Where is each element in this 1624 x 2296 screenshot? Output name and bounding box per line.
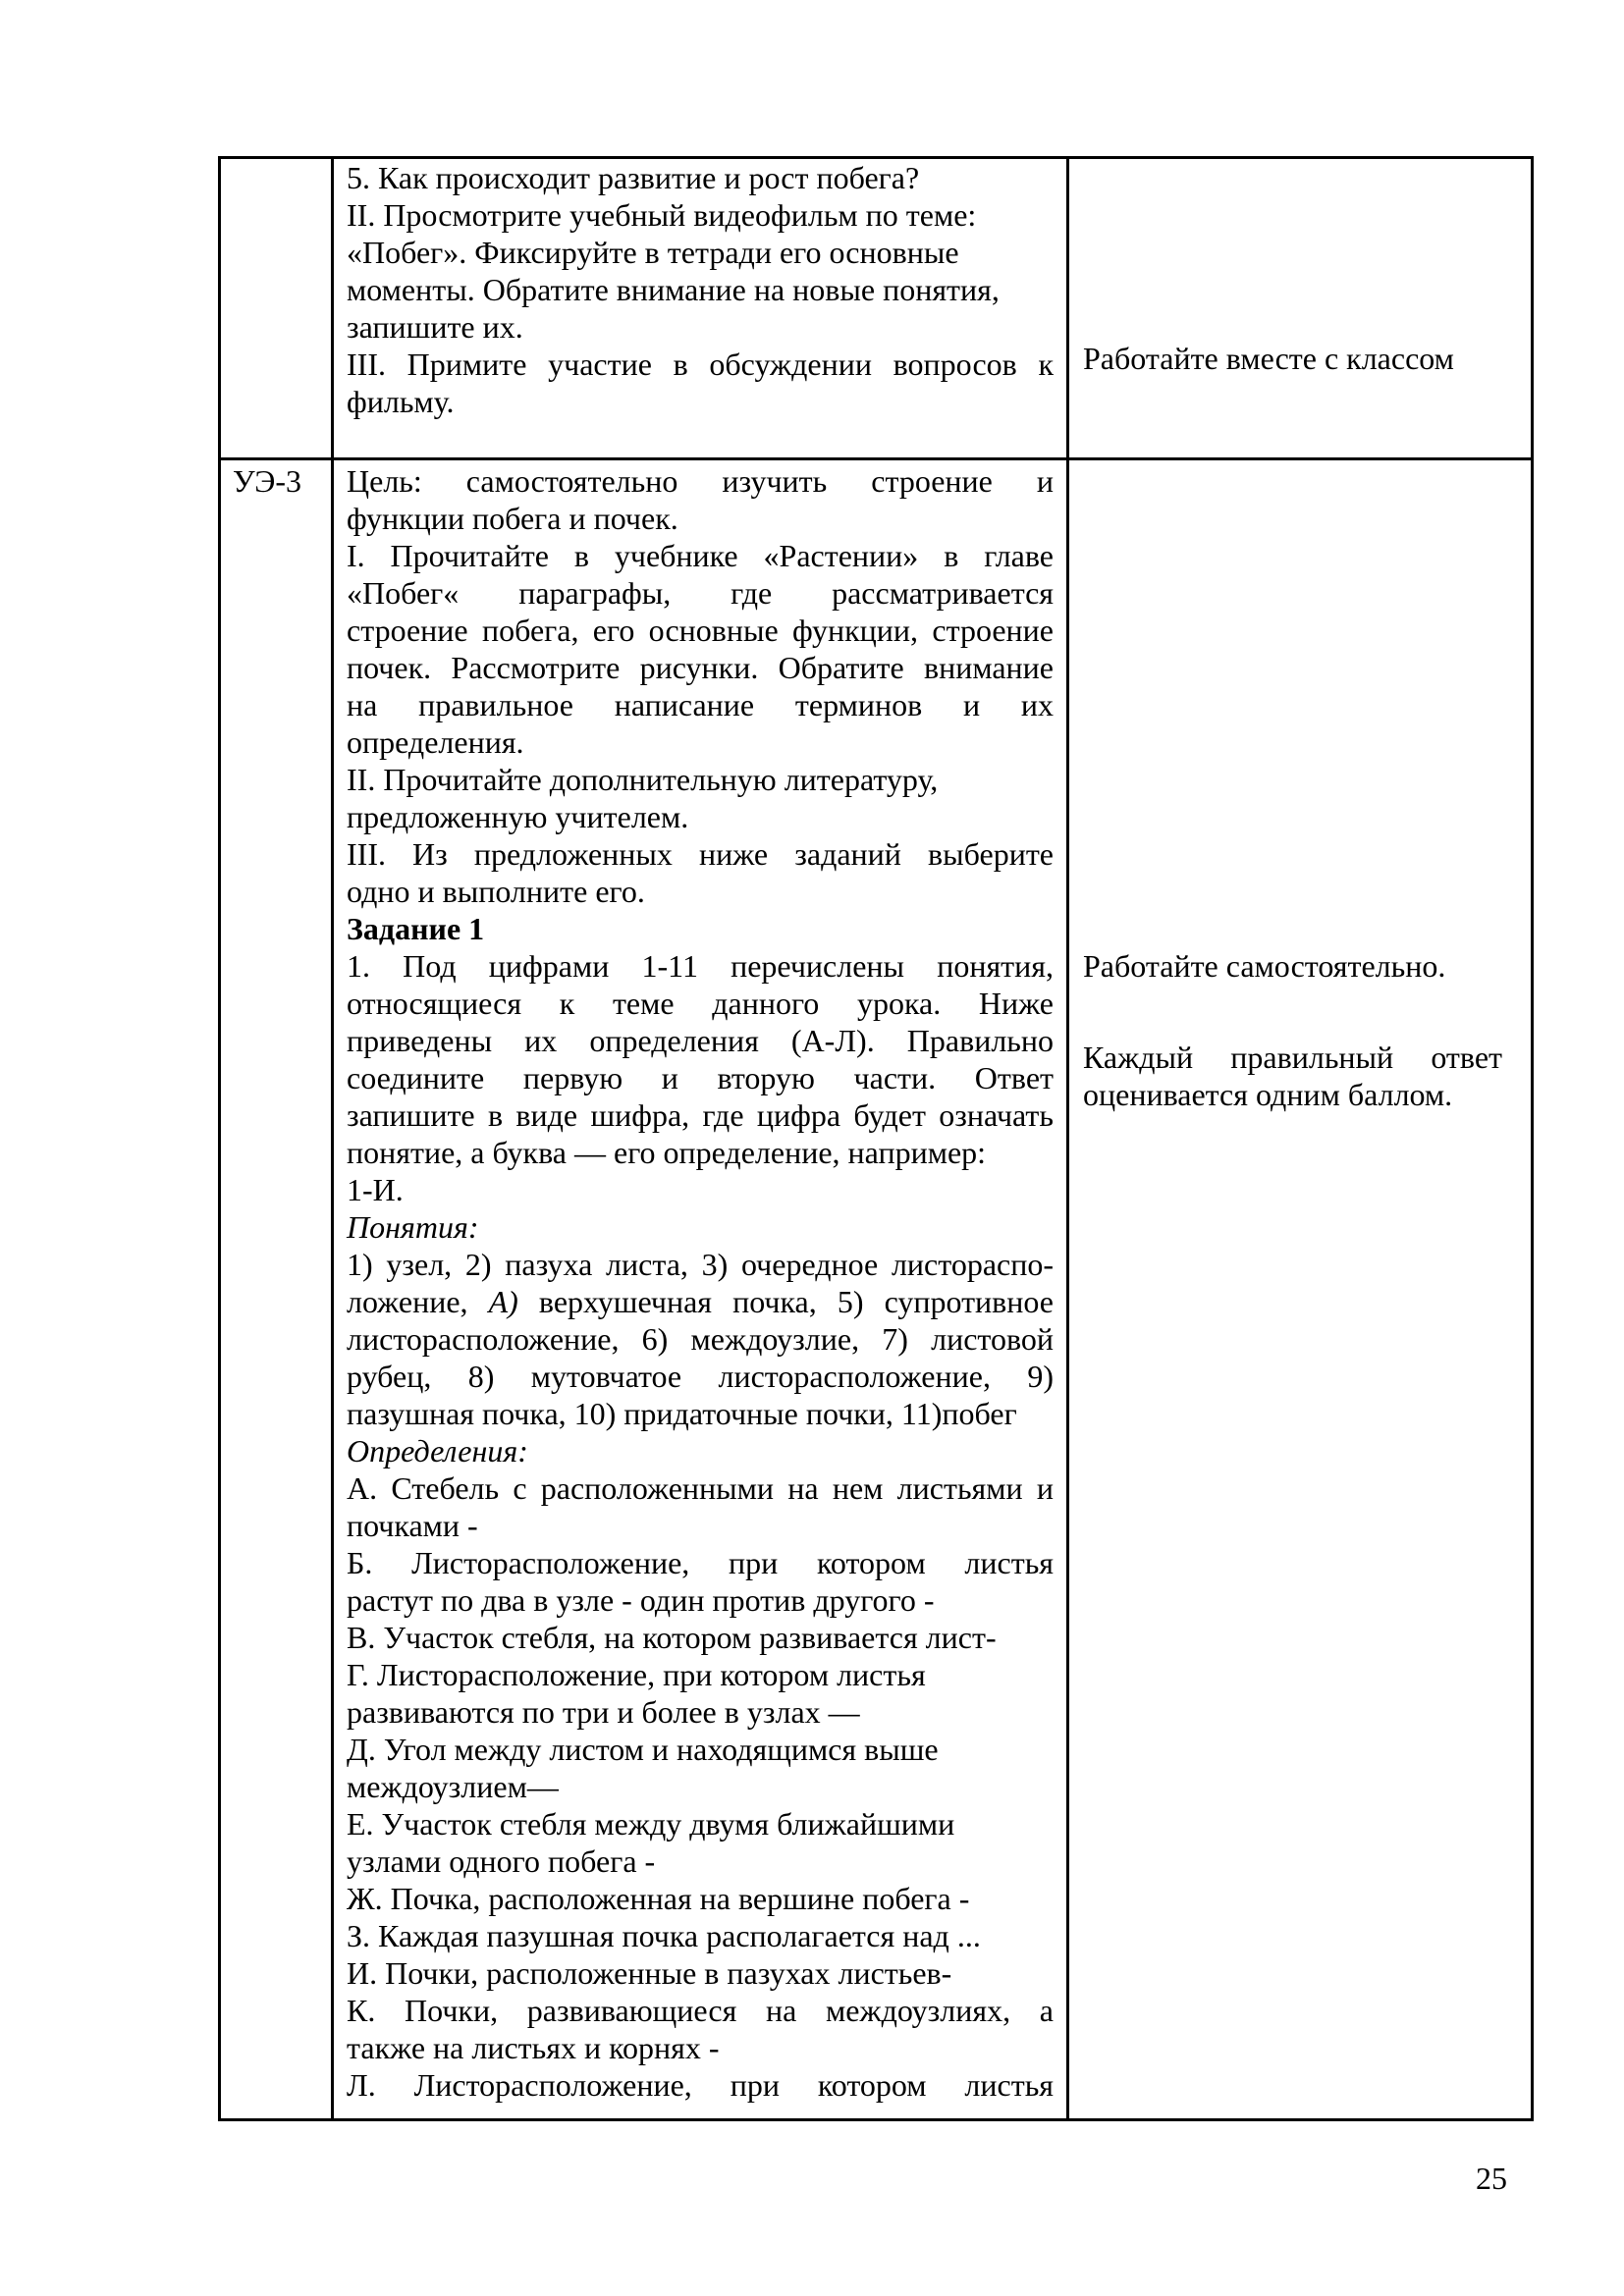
text-line: В. Участок стебля, на котором развивается лист- [347,1620,997,1655]
text-line: развиваются по три и более в узлах — [347,1694,860,1730]
text-line: понятие, а буква — его определение, например: [347,1135,987,1170]
text-line: 5. Как происходит развитие и рост побега? [347,160,920,195]
text-line: 1-И. [347,1172,404,1207]
text-line: А. Стебель с расположенными на нем листьями и [347,1470,1054,1506]
text-line: Цель: самостоятельно изучить строение и [347,463,1054,499]
text-line: предложенную учителем. [347,799,689,834]
text-line: I. Прочитайте в учебнике «Растении» в главе [347,538,1054,573]
text-line: оценивается одним баллом. [1083,1077,1453,1112]
text-line: Г. Листорасположение, при котором листья [347,1657,926,1692]
text-line: Б. Листорасположение, при котором листья [347,1545,1054,1580]
text-line: «Побег». Фиксируйте в тетради его основные [347,235,959,270]
text-line: 1) узел, 2) пазуха листа, 3) очередное листораспо- [347,1247,1054,1282]
text-line: растут по два в узле - один против другого - [347,1582,935,1618]
text-line: на правильное написание терминов и их [347,687,1054,722]
text-line: узлами одного побега - [347,1843,656,1879]
text-line: листорасположение, 6) междоузлие, 7) листовой [347,1321,1054,1357]
text-line: междоузлием— [347,1769,559,1804]
text-line: III. Примите участие в обсуждении вопросов к [347,347,1054,382]
text-line: II. Просмотрите учебный видеофильм по теме: [347,197,977,233]
ue-label-cell-row1 [221,159,334,460]
text-line: почками - [347,1508,478,1543]
guidance-cell-row2 [1069,460,1531,2118]
text-line: И. Почки, расположенные в пазухах листьев- [347,1955,952,1991]
guidance-cell-row1 [1069,159,1531,460]
text-line: Ж. Почка, расположенная на вершине побега - [347,1881,970,1916]
text-line: З. Каждая пазушная почка располагается над ... [347,1918,981,1953]
text-run: А) [488,1284,518,1319]
text-line: строение побега, его основные функции, строение [347,613,1054,648]
text-line: К. Почки, развивающиеся на междоузлиях, а [347,1993,1054,2028]
text-line [347,1283,1054,1320]
text-line: 1. Под цифрами 1-11 перечислены понятия, [347,948,1054,984]
ue-label-cell-row2: УЭ-3 [221,460,334,2118]
text-line: Е. Участок стебля между двумя ближайшими [347,1806,955,1842]
text-line: моменты. Обратите внимание на новые понятия, [347,272,1000,307]
text-line: относящиеся к теме данного урока. Ниже [347,986,1054,1021]
text-line: функции побега и почек. [347,501,678,536]
text-line: запишите их. [347,309,523,345]
text-line: запишите в виде шифра, где цифра будет означать [347,1097,1054,1133]
content-cell-row2 [334,460,1069,2118]
text-line [1083,985,1502,1039]
text-line: одно и выполните его. [347,874,645,909]
text-line: Д. Угол между листом и находящимся выше [347,1732,939,1767]
text-line: Работайте самостоятельно. [1083,948,1446,984]
text-line: почек. Рассмотрите рисунки. Обратите внимание [347,650,1054,685]
text-line: определения. [347,724,524,760]
text-line: пазушная почка, 10) придаточные почки, 11)побег [347,1396,1017,1431]
page-number: 25 [1476,2161,1507,2196]
content-cell-row1 [334,159,1069,460]
text-line: Определения: [347,1433,528,1468]
text-line: Работайте вместе с классом [1083,341,1454,376]
text-line: Л. Листорасположение, при котором листья [347,2067,1054,2103]
text-line: приведены их определения (А-Л). Правильно [347,1023,1054,1058]
text-line: «Побег« параграфы, где рассматривается [347,575,1054,611]
text-line: соедините первую и вторую части. Ответ [347,1060,1054,1095]
text-run: верхушечная почка, 5) супротивное [517,1284,1055,1319]
text-line: фильму. [347,384,455,419]
text-line: Каждый правильный ответ [1083,1040,1502,1075]
text-line: Понятия: [347,1209,479,1245]
text-line: III. Из предложенных ниже заданий выберите [347,836,1054,872]
text-line: II. Прочитайте дополнительную литературу, [347,762,939,797]
text-line: также на листьях и корнях - [347,2030,720,2065]
text-line: рубец, 8) мутовчатое листорасположение, 9) [347,1359,1054,1394]
text-run: ложение, [347,1284,489,1319]
module-table [218,156,1534,2121]
text-line: Задание 1 [347,911,485,946]
